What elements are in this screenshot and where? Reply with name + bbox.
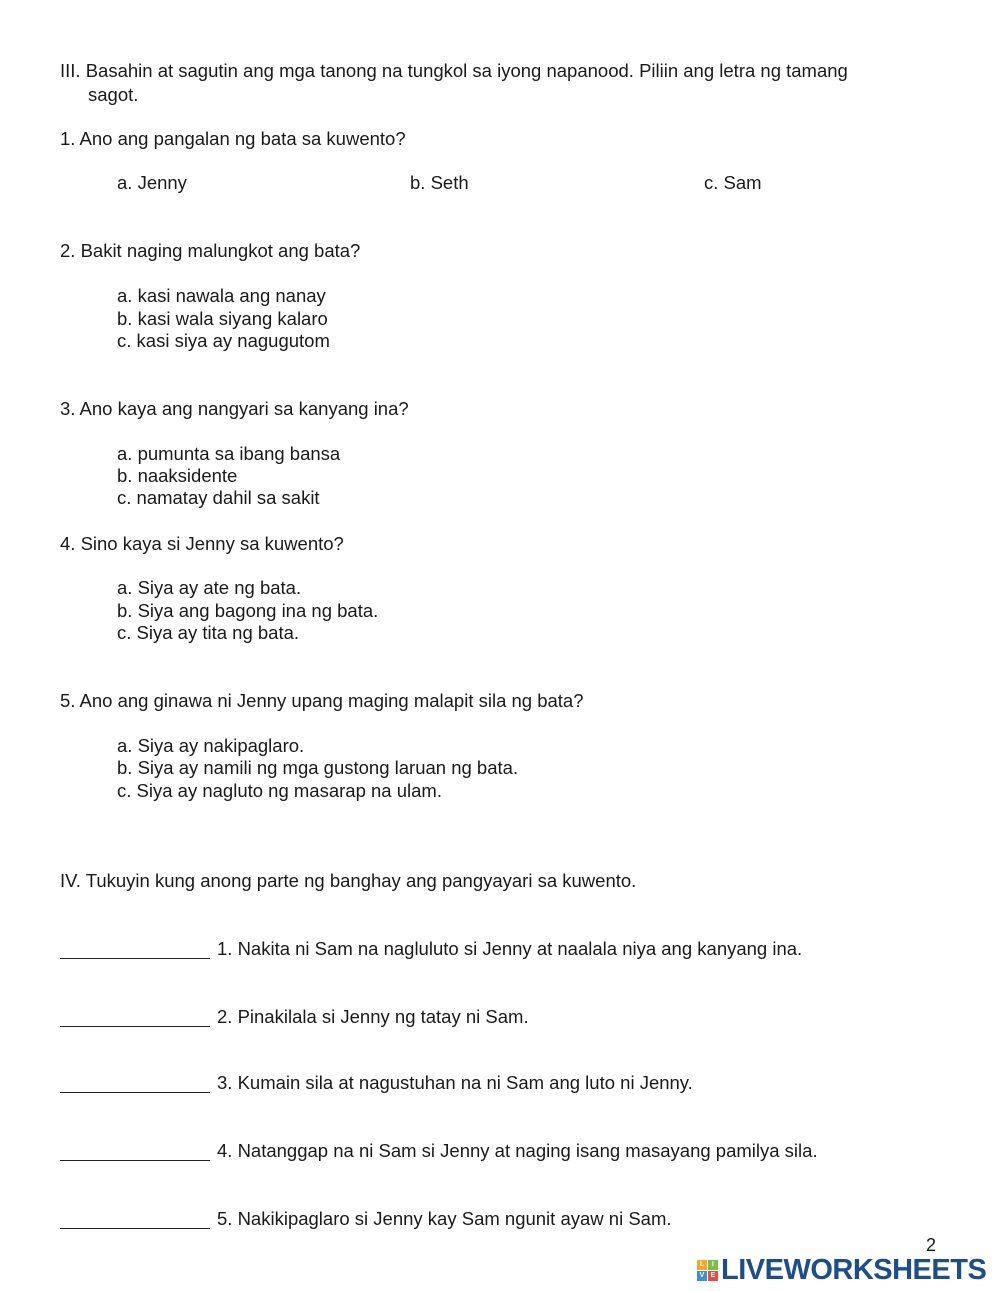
- question-5-choice-a[interactable]: a. Siya ay nakipaglaro.: [117, 735, 305, 756]
- section-4-item-5: 5. Nakikipaglaro si Jenny kay Sam ngunit ayaw ni Sam.: [217, 1208, 672, 1229]
- section-4-item-2: 2. Pinakilala si Jenny ng tatay ni Sam.: [217, 1006, 529, 1027]
- answer-blank-2[interactable]: [60, 1008, 210, 1027]
- section-3-instruction-line-1: III. Basahin at sagutin ang mga tanong na tungkol sa iyong napanood. Piliin ang letra ng tamang: [60, 60, 848, 81]
- question-5-choice-b[interactable]: b. Siya ay namili ng mga gustong laruan ng bata.: [117, 757, 519, 778]
- question-4-choice-c[interactable]: c. Siya ay tita ng bata.: [117, 622, 300, 643]
- question-4-choice-a[interactable]: a. Siya ay ate ng bata.: [117, 577, 302, 598]
- question-3-choice-b[interactable]: b. naaksidente: [117, 465, 238, 486]
- question-2: 2. Bakit naging malungkot ang bata?: [60, 240, 361, 261]
- logo-block-i: I: [708, 1260, 718, 1270]
- question-2-choice-c[interactable]: c. kasi siya ay nagugutom: [117, 330, 330, 351]
- section-3-instruction-line-2: sagot.: [88, 84, 139, 105]
- liveworksheets-logo: [697, 1256, 986, 1285]
- question-1-choice-c[interactable]: c. Sam: [704, 172, 762, 193]
- question-4-choice-b[interactable]: b. Siya ang bagong ina ng bata.: [117, 600, 379, 621]
- question-1-choice-a[interactable]: a. Jenny: [117, 172, 187, 193]
- question-3-choice-c[interactable]: c. namatay dahil sa sakit: [117, 487, 320, 508]
- question-5-choice-c[interactable]: c. Siya ay nagluto ng masarap na ulam.: [117, 780, 442, 801]
- question-3-choice-a[interactable]: a. pumunta sa ibang bansa: [117, 443, 341, 464]
- question-1-choice-b[interactable]: b. Seth: [410, 172, 469, 193]
- section-4-item-3: 3. Kumain sila at nagustuhan na ni Sam ang luto ni Jenny.: [217, 1072, 693, 1093]
- logo-block-e: E: [708, 1271, 718, 1281]
- section-4-instruction: IV. Tukuyin kung anong parte ng banghay ang pangyayari sa kuwento.: [60, 870, 637, 891]
- question-4: 4. Sino kaya si Jenny sa kuwento?: [60, 533, 344, 554]
- question-2-choice-b[interactable]: b. kasi wala siyang kalaro: [117, 308, 328, 329]
- page-number: 2: [926, 1235, 937, 1255]
- question-1: 1. Ano ang pangalan ng bata sa kuwento?: [60, 128, 406, 149]
- answer-blank-3[interactable]: [60, 1074, 210, 1093]
- section-4-item-1: 1. Nakita ni Sam na nagluluto si Jenny at naalala niya ang kanyang ina.: [217, 938, 803, 959]
- logo-block-v: V: [697, 1271, 707, 1281]
- section-4-item-4: 4. Natanggap na ni Sam si Jenny at naging isang masayang pamilya sila.: [217, 1140, 818, 1161]
- answer-blank-5[interactable]: [60, 1210, 210, 1229]
- question-3: 3. Ano kaya ang nangyari sa kanyang ina?: [60, 398, 409, 419]
- question-5: 5. Ano ang ginawa ni Jenny upang maging malapit sila ng bata?: [60, 690, 584, 711]
- logo-block-l: L: [697, 1260, 707, 1270]
- logo-blocks-icon: [697, 1260, 718, 1281]
- answer-blank-1[interactable]: [60, 940, 210, 959]
- logo-text: LIVEWORKSHEETS: [721, 1254, 987, 1286]
- answer-blank-4[interactable]: [60, 1142, 210, 1161]
- question-2-choice-a[interactable]: a. kasi nawala ang nanay: [117, 285, 326, 306]
